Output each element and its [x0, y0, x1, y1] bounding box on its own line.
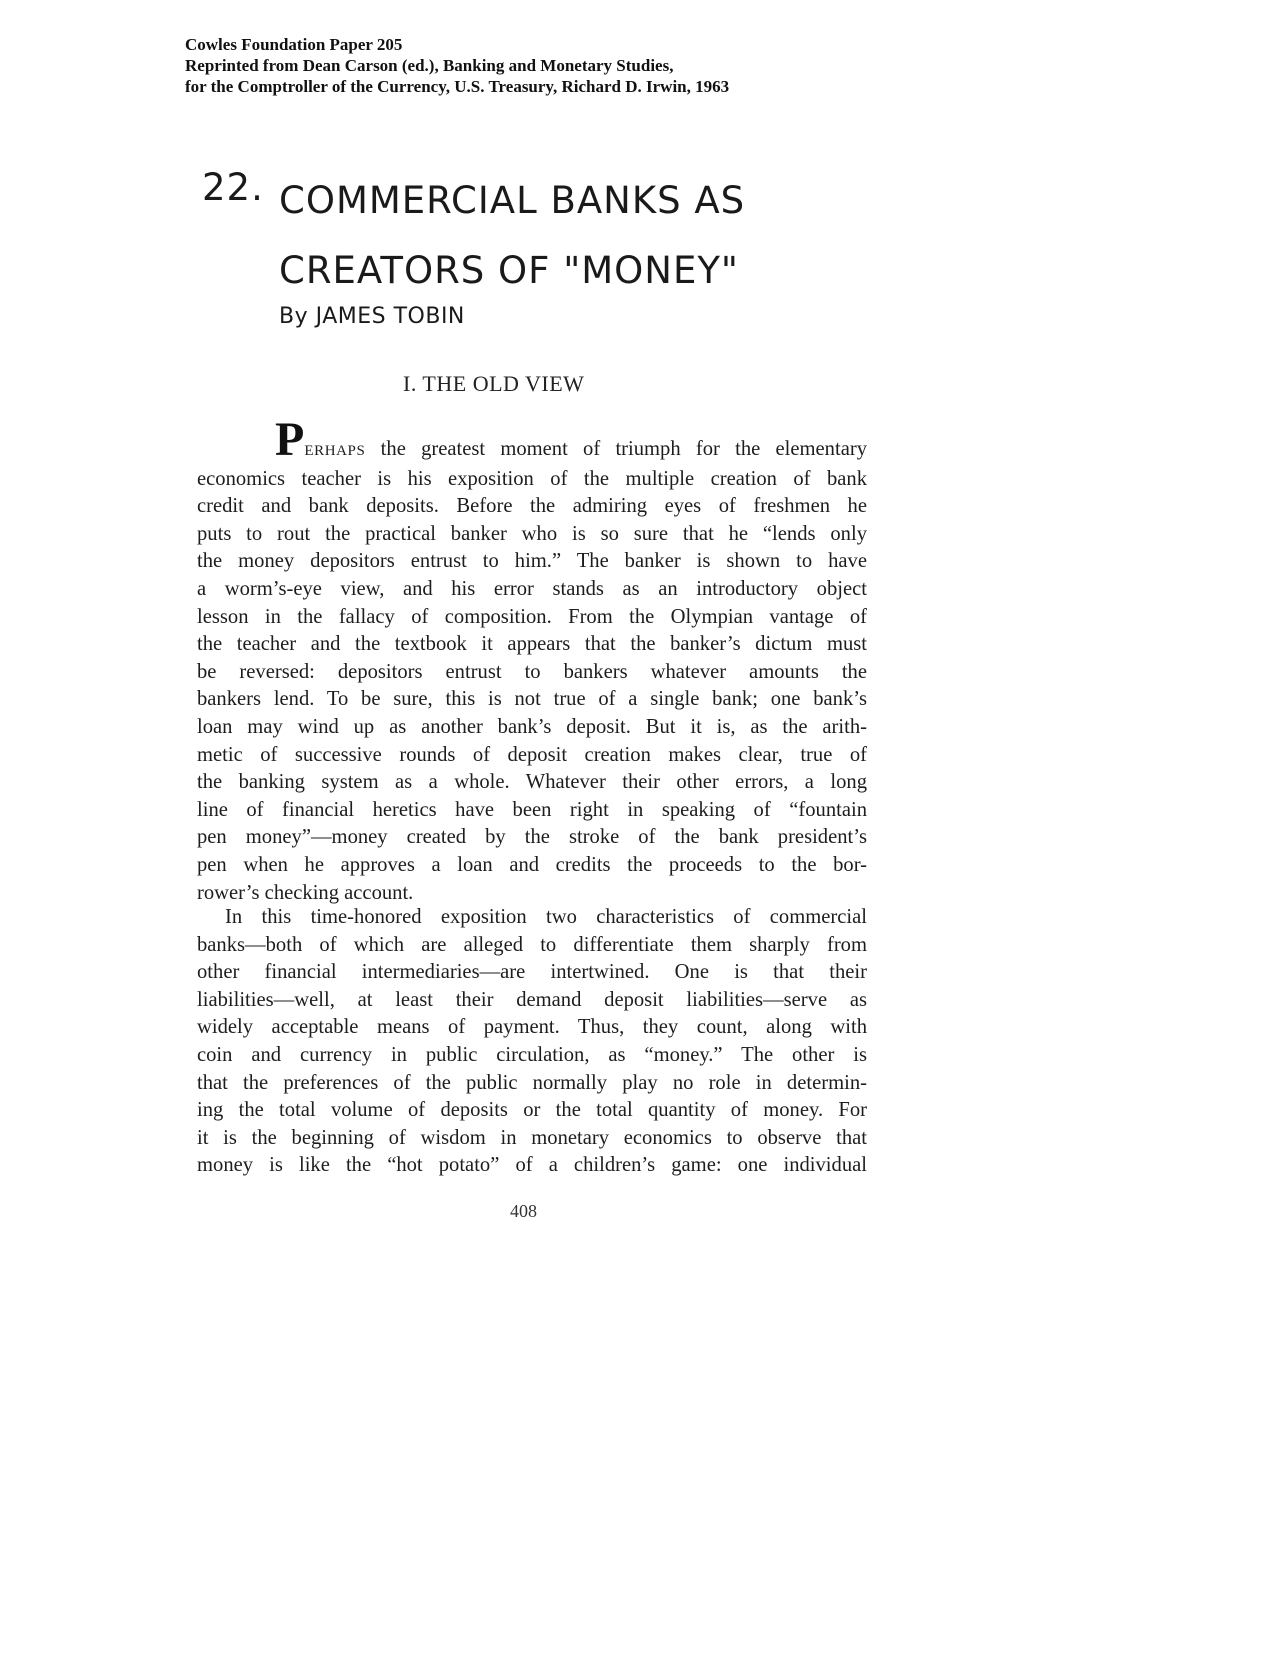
text-line: the teacher and the textbook it appears that the banker’s dictum must — [197, 633, 867, 656]
text-line: ing the total volume of deposits or the total quantity of money. For — [197, 1099, 867, 1122]
text-line: be reversed: depositors entrust to bankers whatever amounts the — [197, 660, 867, 683]
paragraph-2 — [197, 904, 867, 1180]
page-number: 408 — [510, 1201, 537, 1221]
text-line: it is the beginning of wisdom in monetary economics to observe that — [197, 1126, 867, 1149]
text-line: loan may wind up as another bank’s deposit. But it is, as the arith- — [197, 715, 867, 738]
text-line: lesson in the fallacy of composition. From the Olympian vantage of — [197, 605, 867, 628]
text-line: a worm’s-eye view, and his error stands as an introductory object — [197, 577, 867, 600]
text-line: In this time-honored exposition two characteristics of commercial — [225, 906, 867, 928]
small-caps-word: ERHAPS — [304, 443, 366, 459]
text-line: liabilities—well, at least their demand deposit liabilities—serve as — [197, 988, 867, 1011]
text-line: economics teacher is his exposition of the multiple creation of bank — [197, 467, 867, 490]
text-line: that the preferences of the public normally play no role in determin- — [197, 1071, 867, 1094]
text-line: pen money”—money created by the stroke of the bank president’s — [197, 826, 867, 849]
text-line: puts to rout the practical banker who is so sure that he “lends only — [197, 522, 867, 545]
paragraph-1 — [197, 413, 867, 907]
text-line: the banking system as a whole. Whatever their other errors, a long — [197, 771, 867, 794]
author-byline: By JAMES TOBIN — [279, 304, 465, 329]
text-line: metic of successive rounds of deposit creation makes clear, true of — [197, 743, 867, 766]
text-line: the money depositors entrust to him.” The banker is shown to have — [197, 550, 867, 573]
chapter-title — [279, 166, 899, 306]
paragraph-1-first-line — [197, 413, 867, 466]
citation-line-1: Cowles Foundation Paper 205 — [185, 35, 403, 54]
chapter-title-line-2: CREATORS OF "MONEY" — [279, 249, 739, 292]
citation-header — [185, 34, 885, 97]
text-line: other financial intermediaries—are intertwined. One is that their — [197, 961, 867, 984]
citation-line-2: Reprinted from Dean Carson (ed.), Banking and Monetary Studies, — [185, 56, 674, 75]
text-line: credit and bank deposits. Before the admiring eyes of freshmen he — [197, 495, 867, 518]
text-line: widely acceptable means of payment. Thus, they count, along with — [197, 1016, 867, 1039]
chapter-title-line-1: COMMERCIAL BANKS AS — [279, 179, 746, 222]
text-line: bankers lend. To be sure, this is not true of a single bank; one bank’s — [197, 688, 867, 711]
first-line-rest: the greatest moment of triumph for the elementary — [365, 438, 867, 460]
chapter-number: 22. — [202, 166, 264, 209]
text-line: line of financial heretics have been right in speaking of “fountain — [197, 798, 867, 821]
text-line: banks—both of which are alleged to differentiate them sharply from — [197, 933, 867, 956]
section-heading: I. THE OLD VIEW — [403, 371, 585, 396]
drop-cap: P — [275, 413, 305, 466]
text-line: money is like the “hot potato” of a children’s game: one individual — [197, 1154, 867, 1177]
text-line: rower’s checking account. — [197, 881, 414, 904]
text-line: pen when he approves a loan and credits the proceeds to the bor- — [197, 853, 867, 876]
text-line: coin and currency in public circulation, as “money.” The other is — [197, 1043, 867, 1066]
citation-line-3: for the Comptroller of the Currency, U.S. Treasury, Richard D. Irwin, 1963 — [185, 77, 730, 96]
